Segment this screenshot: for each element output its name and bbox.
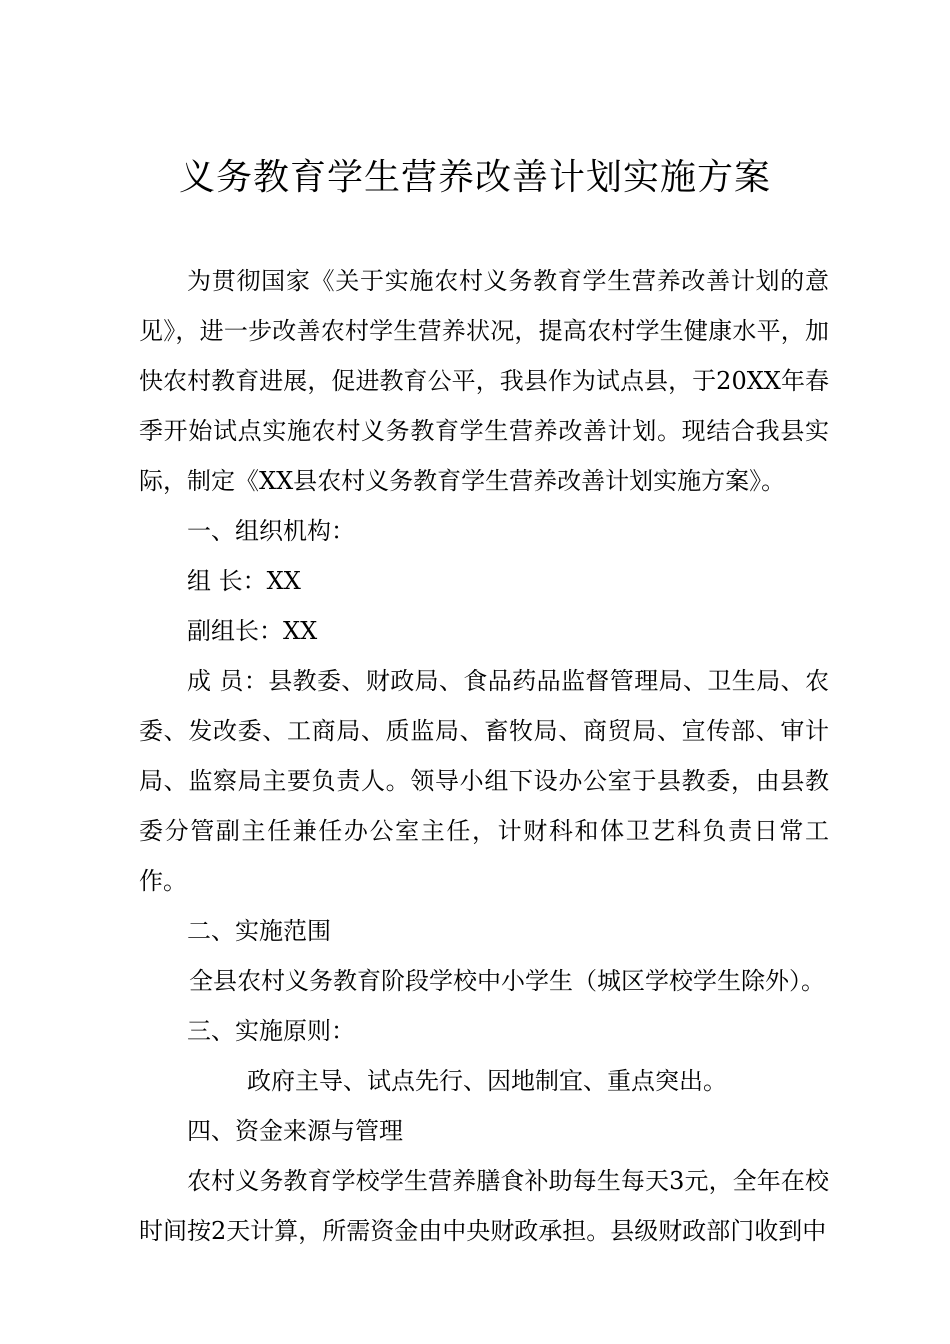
document-title: 义务教育学生营养改善计划实施方案: [178, 157, 771, 198]
scope-paragraph: 全县农村义务教育阶段学校中小学生（城区学校学生除外）。: [189, 967, 825, 995]
group-leader-line: 组 长：XX: [187, 567, 301, 595]
section-heading-principles: 三、实施原则：: [187, 1017, 355, 1045]
section-heading-scope: 二、实施范围: [187, 917, 331, 945]
members-paragraph: 成 员：县教委、财政局、食品药品监督管理局、卫生局、农委、发改委、工商局、质监局、畜牧局、商贸局、宣传部、审计局、监察局主要负责人。领导小组下设办公室于县教委，由县教委分管副主任兼任办公室主任，计财科和体卫艺科负责日常工作。: [139, 667, 829, 895]
deputy-leader-line: 副组长：XX: [187, 617, 318, 645]
section-heading-organization: 一、组织机构：: [187, 517, 355, 545]
funding-paragraph: 农村义务教育学校学生营养膳食补助每生每天3元，全年在校时间按2天计算，所需资金由中央财政承担。县级财政部门收到中: [139, 1167, 829, 1245]
section-heading-funding: 四、资金来源与管理: [187, 1117, 403, 1145]
principles-paragraph: 政府主导、试点先行、因地制宜、重点突出。: [247, 1067, 727, 1095]
intro-paragraph: 为贯彻国家《关于实施农村义务教育学生营养改善计划的意见》，进一步改善农村学生营养状况，提高农村学生健康水平，加快农村教育进展，促进教育公平，我县作为试点县，于20XX年春季开始试点实施农村义务教育学生营养改善计划。现结合我县实际，制定《XX县农村义务教育学生营养改善计划实施方案》。: [139, 267, 829, 495]
document-body: [139, 256, 829, 1256]
